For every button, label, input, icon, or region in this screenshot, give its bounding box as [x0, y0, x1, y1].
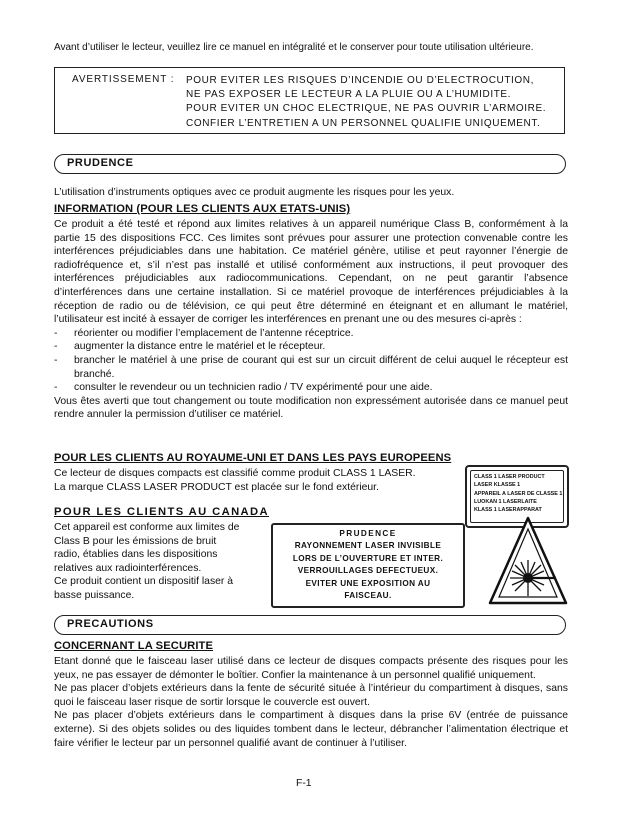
warning-line: POUR EVITER UN CHOC ELECTRIQUE, NE PAS OUVRIR L’ARMOIRE. — [186, 103, 547, 115]
warning-line: NE PAS EXPOSER LE LECTEUR A LA PLUIE OU A L’HUMIDITE. — [186, 89, 512, 101]
class1-line: LUOKAN 1 LASERLAITE — [474, 498, 537, 505]
laser-caution-label — [271, 523, 465, 608]
bullet-dash: - — [54, 327, 58, 339]
uk-text — [54, 467, 464, 494]
list-item — [54, 381, 568, 395]
usa-closing: Vous êtes averti que tout changement ou toute modification non expressément autorisée dans ce manuel peut rendre annuler la permission d’utiliser ce matériel. — [54, 395, 568, 421]
class1-line: LASER KLASSE 1 — [474, 482, 521, 489]
usa-heading: INFORMATION (POUR LES CLIENTS AUX ETATS-UNIS) — [54, 203, 351, 215]
bullet-dash: - — [54, 354, 58, 366]
bullet-dash: - — [54, 382, 58, 394]
list-item — [54, 354, 568, 381]
laser-warning-icon — [488, 515, 568, 607]
laser-caution-title: PRUDENCE — [339, 529, 397, 538]
prudence-header — [54, 154, 566, 174]
uk-line: Ce lecteur de disques compacts est classifié comme produit CLASS 1 LASER. — [54, 468, 416, 479]
precautions-body — [54, 655, 568, 750]
list-item-text: augmenter la distance entre le matériel et le récepteur. — [74, 341, 326, 353]
canada-line: Class B pour les émissions de bruit — [54, 535, 217, 547]
prudence-text: L’utilisation d’instruments optiques avec ce produit augmente les risques pour les yeux. — [54, 187, 455, 198]
intro-text: Avant d’utiliser le lecteur, veuillez lire ce manuel en intégralité et le conserver pour toute utilisation ultérieure. — [54, 42, 534, 53]
security-heading: CONCERNANT LA SECURITE — [54, 640, 214, 652]
list-item-text: réorienter ou modifier l’emplacement de l’antenne réceptrice. — [74, 327, 354, 339]
list-item-text: brancher le matériel à une prise de courant qui est sur un circuit différent de celui auquel le récepteur est branché. — [74, 354, 568, 380]
warning-line: POUR EVITER LES RISQUES D’INCENDIE OU D’ELECTROCUTION, — [186, 75, 535, 86]
prudence-title: PRUDENCE — [67, 157, 134, 169]
precautions-header — [54, 615, 566, 635]
warning-line: CONFIER L’ENTRETIEN A UN PERSONNEL QUALIFIE UNIQUEMENT. — [186, 117, 541, 129]
canada-line: radio, établies dans les dispositions — [54, 549, 218, 561]
canada-line: Cet appareil est conforme aux limites de — [54, 522, 240, 533]
warning-label: AVERTISSEMENT : — [72, 74, 175, 85]
class1-line: CLASS 1 LASER PRODUCT — [474, 474, 545, 480]
list-item-text: consulter le revendeur ou un technicien radio / TV expérimenté pour une aide. — [74, 382, 433, 394]
precautions-title: PRECAUTIONS — [67, 618, 154, 630]
usa-body: Ce produit a été testé et répond aux limites relatives à un appareil numérique Class B, conformément à la partie 15 des dispositions FCC. Ces limites sont prévues pour assurer une protection convenable contre les interférences préjudiciables dans une habitation. Ce matériel génère, utilise et peut rayonner l’énergie de radiofréquence et, s’il n’est pas installé et utilisé conformément aux instructions, il peut provoquer des interférences préjudiciables aux radiocommunications. Cependant, on ne peut garantir l’absence d’interférences dans une certaine installation. Si ce matériel provoque de interférences préjudiciables à la réception de radio ou de télévision, ce qui peut être déterminé en éteignant et en allumant le matériel, l’utilisateur est incité à essayer de corriger les interférences en prenant une ou des mesures ci-après : — [54, 219, 568, 326]
page-number: F-1 — [296, 778, 312, 789]
class1-line: KLASS 1 LASERAPPARAT — [474, 507, 542, 514]
list-item — [54, 340, 568, 354]
uk-line: La marque CLASS LASER PRODUCT est placée sur le fond extérieur. — [54, 481, 379, 493]
laser-caution-line: RAYONNEMENT LASER INVISIBLE — [294, 541, 442, 551]
canada-heading: POUR LES CLIENTS AU CANADA — [54, 506, 269, 518]
warning-lines — [186, 74, 546, 131]
class1-line: APPAREIL A LASER DE CLASSE 1 — [474, 490, 563, 497]
uk-heading: POUR LES CLIENTS AU ROYAUME-UNI ET DANS LES PAYS EUROPEENS — [54, 452, 452, 464]
canada-line: Ce produit contient un dispositif laser à — [54, 576, 234, 588]
canada-text — [54, 521, 264, 603]
canada-line: basse puissance. — [54, 589, 135, 601]
canada-line: relatives aux radiointerférences. — [54, 562, 202, 574]
laser-caution-line: VERROUILLAGES DEFECTUEUX. — [297, 566, 439, 576]
precaution-paragraph: Ne pas placer d’objets extérieurs dans le compartiment à disques dans la prise 6V (entrée de puissance externe). Si des objets solides ou des liquides tombent dans le lecteur, débrancher l’alimentation électrique et faire vérifier le lecteur par un personnel qualifié avant de continuer à l’utiliser. — [54, 710, 568, 749]
list-item — [54, 327, 568, 341]
laser-caution-line: LORS DE L’OUVERTURE ET INTER. — [292, 553, 444, 563]
usa-section — [54, 218, 568, 422]
precaution-paragraph: Etant donné que le faisceau laser utilisé dans ce lecteur de disques compacts présente des risques pour les yeux, ne pas essayer de démonter le boîtier. Confier la maintenance à un personnel qualifié uniquement. — [54, 656, 568, 681]
usa-list — [54, 327, 568, 395]
precaution-paragraph: Ne pas placer d’objets extérieurs dans la fente de sécurité située à l’intérieur du compartiment à disques, sans quoi le faisceau laser risque de sortir lorsque le couvercle est ouvert. — [54, 683, 568, 708]
laser-caution-line: EVITER UNE EXPOSITION AU — [305, 578, 431, 588]
laser-caution-line: FAISCEAU. — [344, 591, 392, 601]
bullet-dash: - — [54, 341, 58, 353]
